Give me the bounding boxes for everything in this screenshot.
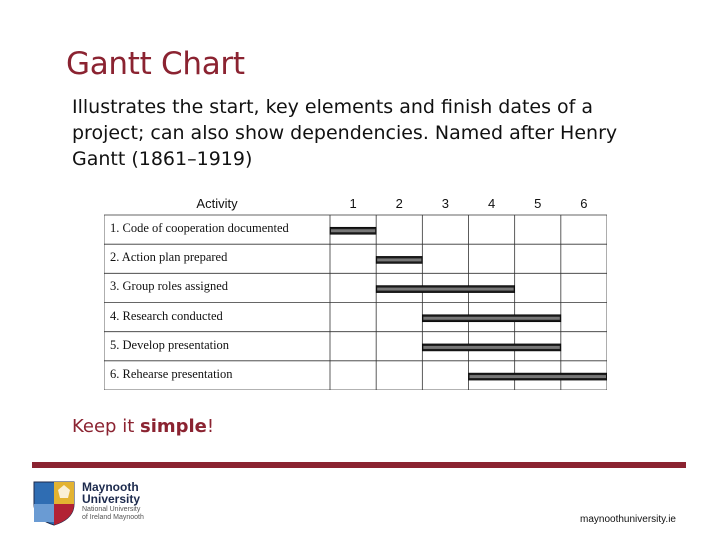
gantt-chart: [104, 188, 607, 390]
task-bar-texture: [423, 346, 560, 349]
university-logo: [30, 478, 160, 528]
task-bar-texture: [377, 258, 421, 261]
task-label: 6. Rehearse presentation: [110, 366, 233, 381]
keep-suffix: !: [206, 416, 215, 437]
slide-title: Gantt Chart: [66, 46, 245, 82]
header-period-1: 1: [349, 196, 357, 211]
logo-sub1: National University: [82, 506, 141, 513]
task-bar-texture: [423, 317, 560, 320]
slide-subtitle: Illustrates the start, key elements and finish dates of a project; can also show dependencies. Named after Henry Gantt (1861–1919): [72, 96, 618, 170]
task-label: 5. Develop presentation: [110, 337, 230, 352]
task-label: 3. Group roles assigned: [110, 279, 229, 294]
header-activity: Activity: [196, 196, 238, 211]
keep-bold-word: simple: [139, 416, 207, 437]
header-period-5: 5: [534, 196, 542, 211]
keep-it-simple-text: [72, 416, 214, 437]
task-label: 2. Action plan prepared: [110, 250, 228, 265]
task-label: 4. Research conducted: [110, 308, 223, 323]
crest-icon: [30, 478, 78, 526]
header-period-3: 3: [441, 196, 450, 211]
footer-url: maynoothuniversity.ie: [580, 514, 676, 525]
logo-line2: University: [82, 492, 141, 506]
logo-wordmark: [82, 481, 140, 505]
logo-sub2: of Ireland Maynooth: [82, 514, 144, 521]
footer-divider: [32, 462, 686, 468]
logo-line1: Maynooth: [82, 480, 139, 494]
keep-prefix: Keep it: [72, 416, 140, 437]
header-period-2: 2: [395, 196, 403, 211]
task-label: 1. Code of cooperation documented: [110, 221, 289, 235]
logo-subtitle: [82, 506, 144, 522]
header-period-6: 6: [580, 196, 588, 211]
task-bar-texture: [331, 229, 375, 232]
task-bar-texture: [377, 288, 513, 291]
header-period-4: 4: [487, 196, 496, 211]
task-bar-texture: [470, 375, 607, 378]
